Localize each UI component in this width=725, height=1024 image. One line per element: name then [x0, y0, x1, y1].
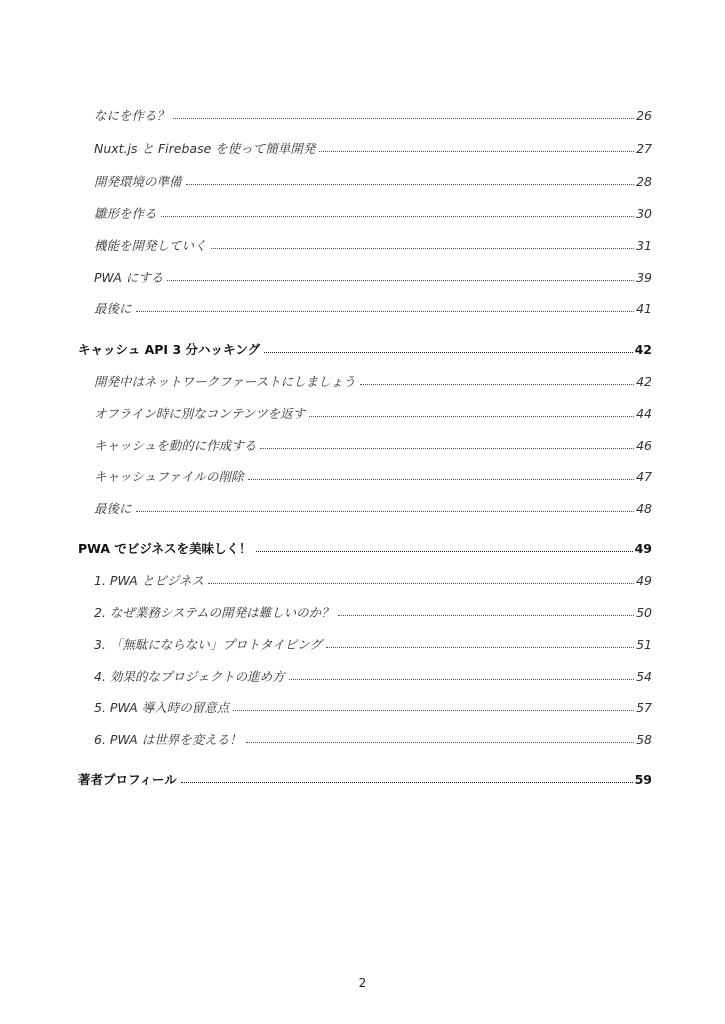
toc-entry[interactable] [94, 726, 652, 746]
toc-entry-title: キャッシュを動的に作成する [94, 437, 257, 453]
toc-entry-page: 51 [636, 636, 652, 652]
toc-dot-leader [211, 248, 634, 249]
toc-dot-leader [246, 742, 634, 743]
toc-entry-page: 27 [636, 140, 652, 156]
toc-dot-leader [319, 151, 634, 152]
toc-entry[interactable] [94, 200, 652, 220]
toc-entry-title: Nuxt.js と Firebase を使って簡単開発 [94, 140, 316, 156]
toc-dot-leader [181, 782, 633, 783]
toc-entry-page: 54 [636, 668, 652, 684]
toc-entry[interactable] [94, 567, 652, 587]
toc-entry[interactable] [94, 168, 652, 188]
toc-entry[interactable] [94, 264, 652, 284]
toc-entry-page: 31 [636, 237, 652, 253]
toc-entry-title: 最後に [94, 300, 132, 316]
toc-entry[interactable] [94, 463, 652, 483]
toc-entry-page: 26 [636, 107, 652, 123]
toc-dot-leader [208, 583, 634, 584]
toc-dot-leader [338, 615, 634, 616]
toc-entry-page: 46 [636, 437, 652, 453]
toc-entry-page: 41 [636, 300, 652, 316]
toc-dot-leader [248, 479, 634, 480]
toc-dot-leader [264, 352, 632, 353]
toc-entry-title: オフライン時に別なコンテンツを返す [94, 405, 306, 421]
toc-dot-leader [186, 184, 634, 185]
toc-chapter-title: 著者プロフィール [78, 771, 177, 787]
toc-entry-title: 最後に [94, 500, 132, 516]
toc-entry-page: 47 [636, 468, 652, 484]
toc-entry[interactable] [94, 102, 652, 122]
toc-entry-title: なにを作る？ [94, 107, 170, 123]
toc-entry[interactable] [94, 599, 652, 619]
toc-dot-leader [136, 511, 634, 512]
toc-entry-title: 機能を開発していく [94, 237, 207, 253]
toc-entry-page: 58 [636, 731, 652, 747]
toc-chapter-page: 42 [634, 341, 652, 357]
toc-entry-page: 44 [636, 405, 652, 421]
toc-entry[interactable] [94, 135, 652, 155]
toc-entry-title: 2. なぜ業務システムの開発は難しいのか？ [94, 604, 334, 620]
toc-chapter-title: キャッシュ API 3 分ハッキング [78, 341, 261, 357]
toc-entry[interactable] [94, 495, 652, 515]
toc-chapter-page: 49 [634, 540, 652, 556]
toc-dot-leader [173, 118, 634, 119]
toc-chapter-entry[interactable] [78, 766, 652, 786]
toc-entry-page: 49 [636, 572, 652, 588]
toc-entry-title: 6. PWA は世界を変える！ [94, 731, 242, 747]
toc-entry[interactable] [94, 694, 652, 714]
toc-dot-leader [161, 216, 634, 217]
toc-entry-page: 50 [636, 604, 652, 620]
toc-dot-leader [256, 551, 633, 552]
toc-entry-title: 1. PWA とビジネス [94, 572, 204, 588]
toc-dot-leader [289, 679, 634, 680]
toc-dot-leader [260, 448, 634, 449]
toc-entry-page: 39 [636, 269, 652, 285]
toc-entry[interactable] [94, 432, 652, 452]
toc-entry-title: 3. 「無駄にならない」プロトタイピング [94, 636, 322, 652]
toc-entry[interactable] [94, 368, 652, 388]
toc-dot-leader [309, 416, 634, 417]
toc-entry-page: 28 [636, 173, 652, 189]
toc-entry-title: PWA にする [94, 269, 164, 285]
toc-dot-leader [360, 384, 634, 385]
toc-entry-page: 57 [636, 699, 652, 715]
toc-entry-title: 雛形を作る [94, 205, 157, 221]
toc-dot-leader [326, 647, 634, 648]
toc-chapter-page: 59 [634, 771, 652, 787]
toc-entry-title: キャッシュファイルの削除 [94, 468, 244, 484]
toc-entry-page: 48 [636, 500, 652, 516]
toc-entry[interactable] [94, 631, 652, 651]
toc-entry-title: 4. 効果的なプロジェクトの進め方 [94, 668, 285, 684]
toc-entry[interactable] [94, 663, 652, 683]
toc-dot-leader [233, 710, 634, 711]
toc-entry[interactable] [94, 400, 652, 420]
toc-chapter-title: PWA でビジネスを美味しく！ [78, 540, 252, 556]
toc-entry-title: 開発中はネットワークファーストにしましょう [94, 373, 356, 389]
toc-entry-title: 5. PWA 導入時の留意点 [94, 699, 230, 715]
toc-entry[interactable] [94, 295, 652, 315]
toc-entry-page: 42 [636, 373, 652, 389]
page-number: 2 [358, 976, 367, 990]
toc-entry-title: 開発環境の準備 [94, 173, 182, 189]
toc-chapter-entry[interactable] [78, 336, 652, 356]
toc-entry-page: 30 [636, 205, 652, 221]
toc-chapter-entry[interactable] [78, 535, 652, 555]
toc-dot-leader [167, 280, 634, 281]
toc-entry[interactable] [94, 232, 652, 252]
toc-dot-leader [136, 311, 634, 312]
